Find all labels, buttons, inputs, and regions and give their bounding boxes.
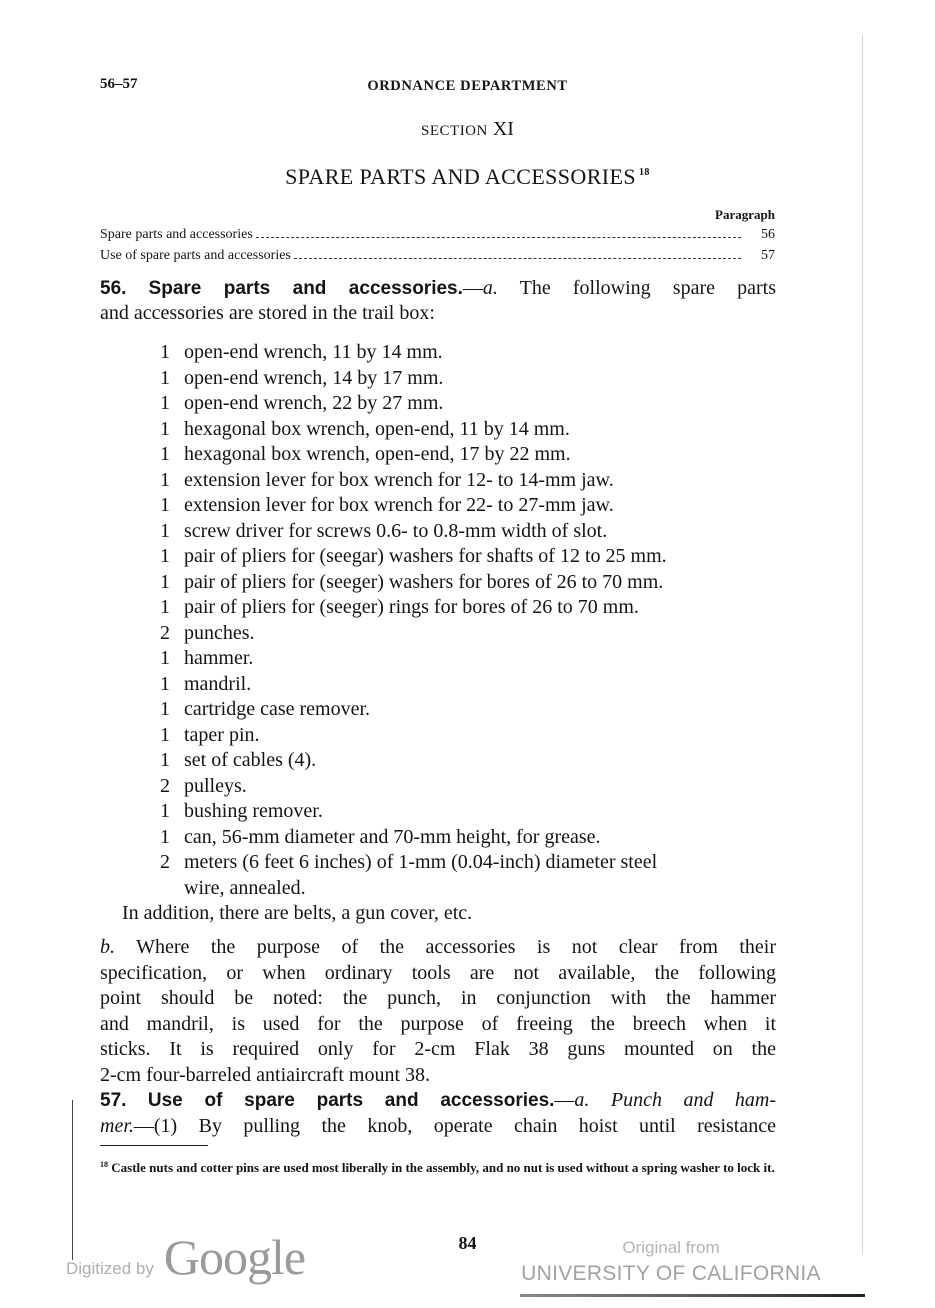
list-item	[160, 774, 247, 800]
list-item	[160, 646, 253, 672]
item-qty: 1	[160, 443, 170, 465]
item-text: screw driver for screws 0.6- to 0.8-mm width of slot.	[184, 519, 608, 542]
list-item	[160, 850, 657, 876]
section-word: SECTION	[421, 123, 488, 139]
para-b-line: specification, or when ordinary tools are not available, the following	[100, 961, 776, 984]
list-item	[160, 595, 639, 621]
list-item	[160, 519, 607, 545]
para-b-line: and mandril, is used for the purpose of freeing the breech when it	[100, 1012, 776, 1035]
item-text: meters (6 feet 6 inches) of 1-mm (0.04-inch) diameter steel	[184, 851, 658, 873]
toc-label: Spare parts and accessories	[100, 227, 253, 242]
list-item	[160, 723, 260, 749]
item-text: extension lever for box wrench for 22- to 27-mm jaw.	[184, 494, 614, 516]
list-item	[160, 468, 614, 494]
scan-edge-line	[862, 35, 863, 1255]
page-title	[0, 164, 935, 190]
item-qty: 1	[160, 800, 170, 822]
footnote-rule	[100, 1145, 208, 1146]
addition-note: In addition, there are belts, a gun cover, etc.	[122, 902, 473, 924]
list-item	[160, 493, 614, 519]
para-57-text: —(1) By pulling the knob, operate chain hoist until resistance	[133, 1114, 776, 1137]
section-heading	[0, 118, 935, 141]
item-qty: 1	[160, 392, 170, 414]
para-57-heading: Use of spare parts and accessories.	[147, 1090, 555, 1111]
para-56-line-2: and accessories are stored in the trail box:	[100, 302, 435, 324]
item-qty: 2	[160, 774, 170, 797]
toc-paragraph-number: 57	[761, 248, 775, 263]
digitized-by-text: Digitized by	[66, 1259, 154, 1278]
item-qty: 1	[160, 749, 170, 771]
item-text: hammer.	[184, 647, 254, 669]
para-56-number: 56.	[100, 278, 127, 299]
toc-heading: Paragraph	[715, 207, 775, 222]
item-text: pair of pliers for (seeger) rings for bores of 26 to 70 mm.	[184, 596, 639, 618]
list-item	[160, 340, 443, 366]
item-qty: 1	[160, 672, 170, 695]
item-text: mandril.	[184, 672, 252, 695]
scan-bottom-mark	[520, 1294, 865, 1297]
item-qty: 1	[160, 596, 170, 618]
list-item	[160, 748, 316, 774]
toc-paragraph-number: 56	[761, 227, 775, 242]
toc-leader	[294, 258, 741, 259]
google-logo: Google	[163, 1229, 306, 1285]
item-text: hexagonal box wrench, open-end, 17 by 22 mm.	[184, 443, 571, 465]
para-56-heading: Spare parts and accessories.	[148, 278, 463, 299]
para-56-line-1	[100, 276, 776, 302]
item-qty: 1	[160, 723, 170, 746]
para-b-line	[100, 935, 776, 961]
item-qty: 1	[160, 494, 170, 516]
para-57-line-2	[100, 1114, 776, 1140]
item-qty: 2	[160, 621, 170, 644]
sub-b-label: b.	[100, 936, 115, 958]
list-item	[160, 799, 323, 825]
dash: —	[462, 277, 483, 299]
sub-a-label: a.	[574, 1089, 590, 1111]
para-b-line: point should be noted: the punch, in conjunction with the hammer	[100, 987, 776, 1009]
item-text: pair of pliers for (seegar) washers for shafts of 12 to 25 mm.	[184, 545, 667, 567]
para-b-line: sticks. It is required only for 2-cm Flak 38 guns mounted on the	[100, 1038, 776, 1060]
title-text: SPARE PARTS AND ACCESSORIES	[285, 164, 636, 189]
list-item	[160, 570, 663, 596]
list-item	[160, 417, 570, 443]
item-text: pair of pliers for (seeger) washers for bores of 26 to 70 mm.	[184, 570, 664, 593]
title-footnote-ref: 18	[639, 167, 650, 178]
item-qty: 1	[160, 468, 170, 491]
item-qty: 1	[160, 647, 170, 669]
running-head: ORDNANCE DEPARTMENT	[367, 78, 568, 94]
toc-row	[100, 248, 775, 264]
item-text: taper pin.	[184, 723, 260, 746]
footnote	[100, 1157, 776, 1176]
section-number: XI	[492, 118, 514, 140]
item-text: extension lever for box wrench for 12- to 14-mm jaw.	[184, 468, 614, 491]
item-qty: 1	[160, 825, 170, 848]
page-number: 84	[458, 1233, 477, 1253]
toc-label: Use of spare parts and accessories	[100, 248, 291, 263]
item-text: set of cables (4).	[184, 749, 317, 771]
item-text: punches.	[184, 621, 255, 644]
footnote-text: Castle nuts and cotter pins are used most liberally in the assembly, and no nut is used without a spring washer to lock it.	[108, 1160, 775, 1175]
item-text: open-end wrench, 14 by 17 mm.	[184, 366, 444, 389]
original-from-text: Original from	[622, 1238, 720, 1257]
item-text: cartridge case remover.	[184, 698, 371, 720]
list-item	[160, 825, 601, 851]
list-item	[160, 544, 667, 570]
para-b-line: 2-cm four-barreled antiaircraft mount 38.	[100, 1063, 431, 1086]
para-57-line-1	[100, 1088, 776, 1114]
item-qty: 1	[160, 417, 170, 440]
item-text: open-end wrench, 22 by 27 mm.	[184, 392, 444, 414]
para-b-text: Where the purpose of the accessories is not clear from their	[115, 936, 776, 958]
list-item	[160, 442, 571, 468]
toc-row	[100, 227, 775, 243]
item-text: pulleys.	[184, 774, 247, 797]
page-range: 56–57	[100, 76, 138, 92]
item-qty: 1	[160, 698, 170, 720]
item-text: hexagonal box wrench, open-end, 11 by 14 mm.	[184, 417, 570, 440]
item-qty: 1	[160, 519, 170, 542]
item-text: bushing remover.	[184, 800, 323, 822]
dash: —	[554, 1089, 575, 1111]
footnote-ref: 18	[100, 1160, 108, 1169]
para-57-italic-title-end: mer.	[100, 1114, 134, 1137]
list-item	[160, 697, 370, 723]
list-item	[160, 391, 443, 417]
item-qty: 2	[160, 851, 170, 873]
sub-a-label: a.	[482, 277, 498, 299]
list-item	[160, 621, 255, 647]
list-item	[160, 366, 443, 392]
item-text: can, 56-mm diameter and 70-mm height, for grease.	[184, 825, 601, 848]
toc-leader	[256, 237, 741, 238]
list-item	[160, 672, 251, 698]
para-56-text: The following spare parts	[497, 277, 776, 299]
digitized-by-watermark	[66, 1228, 305, 1286]
item-qty: 1	[160, 341, 170, 363]
para-57-italic-title: Punch and ham-	[610, 1089, 777, 1111]
para-57-number: 57.	[100, 1090, 127, 1111]
item-qty: 1	[160, 366, 170, 389]
item-qty: 1	[160, 570, 170, 593]
university-text: UNIVERSITY OF CALIFORNIA	[521, 1262, 821, 1285]
list-item-continuation: wire, annealed.	[184, 876, 306, 899]
item-qty: 1	[160, 545, 170, 567]
item-text: open-end wrench, 11 by 14 mm.	[184, 341, 443, 363]
